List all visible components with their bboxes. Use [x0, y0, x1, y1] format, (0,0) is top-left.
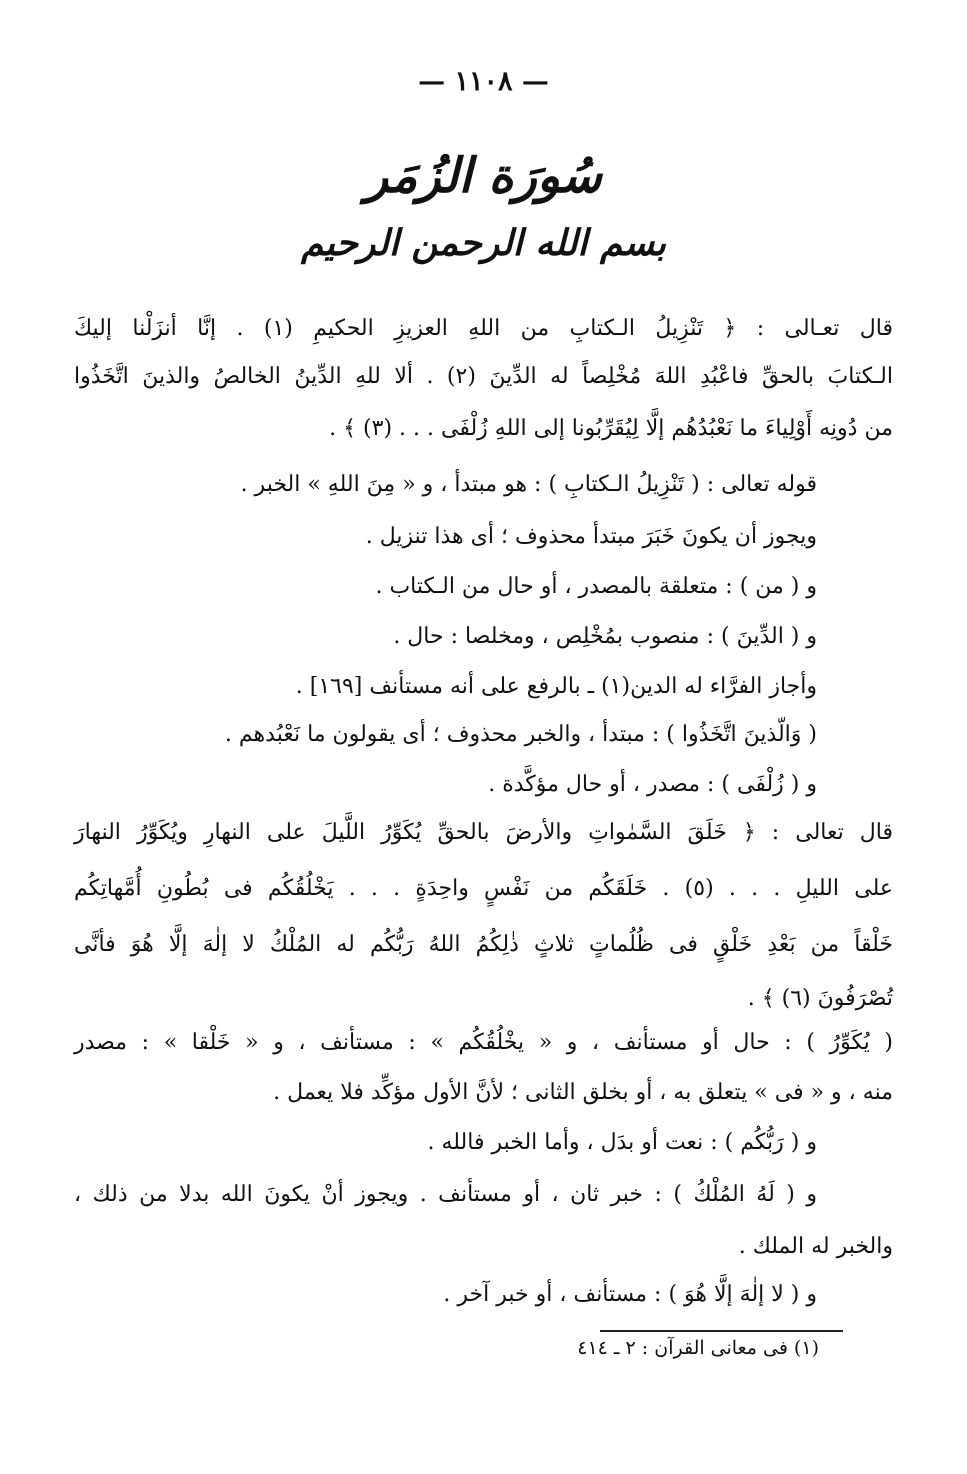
text-line: ( وَالّذينَ اتَّخَذُوا ) : مبتدأ ، والخبر محذوف ؛ أى يقولون ما نَعْبُدهم .: [224, 722, 817, 747]
text-line: وأجاز الفرَّاء له الدين(١) ـ بالرفع على أنه مستأنف [١٦٩] .: [295, 674, 817, 699]
footnote-divider: [600, 1330, 843, 1332]
text-line: و ( من ) : متعلقة بالمصدر ، أو حال من الـكتاب .: [375, 574, 817, 599]
text-line: والخبر له الملك .: [738, 1234, 893, 1259]
text-line: و ( لا إلٰهَ إلَّا هُوَ ) : مستأنف ، أو خبر آخر .: [443, 1282, 817, 1307]
text-line: و ( زُلْفَى ) : مصدر ، أو حال مؤكَّدة .: [488, 772, 817, 797]
footnote: (١) فى معانى القرآن : ٢ ـ ٤١٤: [577, 1337, 819, 1359]
surah-title: سُورَة الزُمَر: [365, 148, 602, 204]
text-line: خَلْقاً من بَعْدِ خَلْقٍ فى ظُلُماتٍ ثلاثٍ ذٰلِكُمُ اللهُ رَبُّكُم له المُلْكُ لا إلٰهَ إلَّا هُوَ فأنَّى: [74, 932, 893, 957]
page-number: — ١١٠٨ —: [418, 66, 549, 97]
text-line: تُصْرَفُونَ (٦) ﴾ .: [747, 986, 893, 1011]
text-line: ( يُكَوِّرُ ) : حال أو مستأنف ، و « يخْلُقُكُم » : مستأنف ، و « خَلْقا » : مصدر: [74, 1030, 893, 1055]
text-line: على الليلِ . . . (٥) . خَلَقَكُم من نَفْسٍ واحِدَةٍ . . . يَخْلُقُكُم فى بُطُونِ أُمَّهاتِكُم: [74, 876, 893, 901]
basmala: بسم الله الرحمن الرحيم: [300, 222, 667, 264]
text-line: و ( الدِّينَ ) : منصوب بمُخْلِص ، ومخلصا : حال .: [393, 624, 817, 649]
text-line: الـكتابَ بالحقِّ فاعْبُدِ اللهَ مُخْلِصاً له الدِّينَ (٢) . ألا للهِ الدِّينُ الخالصُ والذينَ اتَّخَذُوا: [74, 364, 893, 389]
text-line: ويجوز أن يكونَ خَبَرَ مبتدأ محذوف ؛ أى هذا تنزيل .: [365, 524, 817, 549]
text-line: و ( رَبُّكُم ) : نعت أو بدَل ، وأما الخبر فالله .: [427, 1130, 817, 1155]
text-line: قال تعـالى : ﴿ تَنْزِيلُ الـكتابِ من اللهِ العزيزِ الحكيمِ (١) . إنَّا أنزَلْنا إليكَ: [74, 316, 893, 341]
text-line: و ( لَهُ المُلْكُ ) : خبر ثان ، أو مستأنف . ويجوز أنْ يكونَ الله بدلا من ذلك ،: [74, 1182, 817, 1207]
text-line: قال تعالى : ﴿ خَلَقَ السَّمٰواتِ والأرضَ بالحقِّ يُكَوِّرُ اللَّيلَ على النهارِ ويُكَوِّرُ النهارَ: [74, 820, 893, 845]
text-line: منه ، و « فى » يتعلق به ، أو بخلق الثانى ؛ لأنَّ الأول مؤكِّد فلا يعمل .: [273, 1080, 893, 1105]
text-line: من دُونِه أَوْلِياءَ ما نَعْبُدُهُم إلَّا لِيُقَرِّبُونا إلى اللهِ زُلْفَى . . . (٣) ﴾ .: [329, 416, 893, 441]
text-line: قوله تعالى : ( تَنْزِيلُ الـكتابِ ) : هو مبتدأ ، و « مِنَ اللهِ » الخبر .: [240, 472, 817, 497]
